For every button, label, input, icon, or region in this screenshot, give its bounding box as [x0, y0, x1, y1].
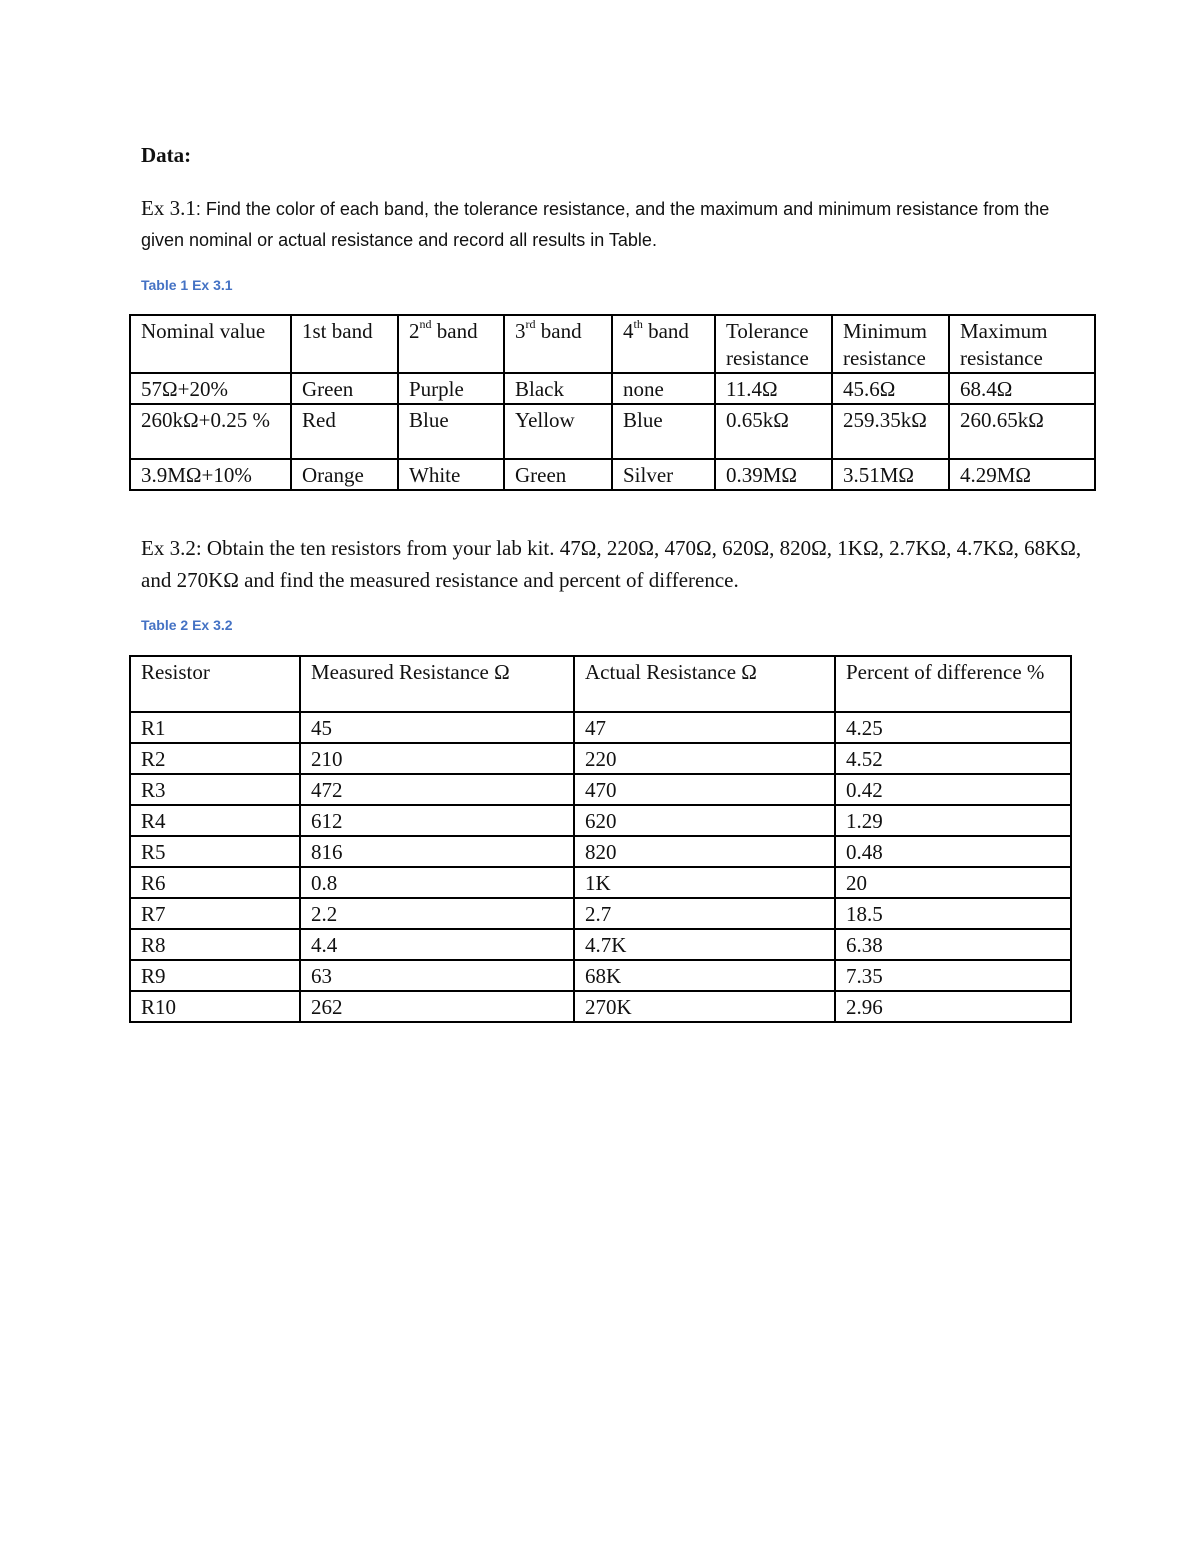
maximum-cell: 260.65kΩ — [949, 404, 1095, 459]
table-row — [130, 929, 1071, 960]
table-1-caption: Table 1 Ex 3.1 — [141, 277, 233, 293]
exercise-3-1-label: Ex 3.1 — [141, 196, 196, 220]
resistor-cell: R1 — [130, 712, 300, 743]
actual-resistance-cell: 270K — [574, 991, 835, 1022]
table-row — [130, 805, 1071, 836]
measured-resistance-cell: 472 — [300, 774, 574, 805]
actual-resistance-cell: 1K — [574, 867, 835, 898]
actual-resistance-cell: 68K — [574, 960, 835, 991]
table-row — [130, 743, 1071, 774]
nominal-value-cell: 260kΩ+0.25 % — [130, 404, 291, 459]
table-row — [130, 867, 1071, 898]
band-2-cell: Purple — [398, 373, 504, 404]
table-2-caption: Table 2 Ex 3.2 — [141, 617, 233, 633]
header-measured-resistance: Measured Resistance Ω — [300, 656, 574, 712]
band-1-cell: Orange — [291, 459, 398, 490]
percent-difference-cell: 4.25 — [835, 712, 1071, 743]
percent-difference-cell: 2.96 — [835, 991, 1071, 1022]
percent-difference-cell: 1.29 — [835, 805, 1071, 836]
measured-resistance-cell: 612 — [300, 805, 574, 836]
header-maximum-resistance: Maximum resistance — [949, 315, 1095, 373]
measured-resistance-table — [129, 655, 1072, 1023]
percent-difference-cell: 4.52 — [835, 743, 1071, 774]
resistor-cell: R9 — [130, 960, 300, 991]
actual-resistance-cell: 470 — [574, 774, 835, 805]
maximum-cell: 4.29MΩ — [949, 459, 1095, 490]
exercise-3-2-text: Ex 3.2: Obtain the ten resistors from your lab kit. 47Ω, 220Ω, 470Ω, 620Ω, 820Ω, 1KΩ, 2.7KΩ, 4.7KΩ, 68KΩ, and 270KΩ and find the measured resistance and percent of difference. — [141, 536, 1082, 592]
percent-difference-cell: 6.38 — [835, 929, 1071, 960]
measured-resistance-cell: 4.4 — [300, 929, 574, 960]
header-minimum-resistance: Minimum resistance — [832, 315, 949, 373]
measured-resistance-cell: 2.2 — [300, 898, 574, 929]
tolerance-cell: 0.39MΩ — [715, 459, 832, 490]
percent-difference-cell: 0.42 — [835, 774, 1071, 805]
table-header-row — [130, 656, 1071, 712]
actual-resistance-cell: 4.7K — [574, 929, 835, 960]
resistor-cell: R4 — [130, 805, 300, 836]
band-2-cell: White — [398, 459, 504, 490]
header-2nd-band — [398, 315, 504, 373]
percent-difference-cell: 20 — [835, 867, 1071, 898]
percent-difference-cell: 18.5 — [835, 898, 1071, 929]
actual-resistance-cell: 620 — [574, 805, 835, 836]
header-2nd-band-word: band — [431, 319, 478, 343]
exercise-3-1-instructions — [141, 193, 1091, 256]
resistor-cell: R5 — [130, 836, 300, 867]
resistor-color-band-table — [129, 314, 1096, 491]
header-4th-band — [612, 315, 715, 373]
measured-resistance-cell: 262 — [300, 991, 574, 1022]
measured-resistance-cell: 45 — [300, 712, 574, 743]
header-3rd-band-suffix: rd — [525, 317, 536, 331]
header-2nd-band-suffix: nd — [419, 317, 432, 331]
header-3rd-band-word: band — [535, 319, 582, 343]
actual-resistance-cell: 220 — [574, 743, 835, 774]
nominal-value-cell: 3.9MΩ+10% — [130, 459, 291, 490]
table-row — [130, 404, 1095, 459]
header-tolerance-resistance: Tolerance resistance — [715, 315, 832, 373]
header-4th-band-suffix: th — [633, 317, 643, 331]
table-row — [130, 836, 1071, 867]
resistor-cell: R3 — [130, 774, 300, 805]
table-row — [130, 898, 1071, 929]
band-3-cell: Black — [504, 373, 612, 404]
maximum-cell: 68.4Ω — [949, 373, 1095, 404]
actual-resistance-cell: 47 — [574, 712, 835, 743]
minimum-cell: 259.35kΩ — [832, 404, 949, 459]
resistor-cell: R10 — [130, 991, 300, 1022]
table-row — [130, 459, 1095, 490]
header-3rd-band-number: 3 — [515, 319, 526, 343]
exercise-3-2-instructions — [141, 533, 1091, 597]
table-row — [130, 373, 1095, 404]
band-1-cell: Green — [291, 373, 398, 404]
header-4th-band-word: band — [642, 319, 689, 343]
band-2-cell: Blue — [398, 404, 504, 459]
header-resistor: Resistor — [130, 656, 300, 712]
measured-resistance-rows — [130, 712, 1071, 1022]
resistor-cell: R8 — [130, 929, 300, 960]
table-row — [130, 712, 1071, 743]
resistor-cell: R7 — [130, 898, 300, 929]
tolerance-cell: 11.4Ω — [715, 373, 832, 404]
minimum-cell: 3.51MΩ — [832, 459, 949, 490]
header-percent-difference: Percent of difference % — [835, 656, 1071, 712]
percent-difference-cell: 7.35 — [835, 960, 1071, 991]
header-2nd-band-number: 2 — [409, 319, 420, 343]
actual-resistance-cell: 2.7 — [574, 898, 835, 929]
table-row — [130, 991, 1071, 1022]
header-3rd-band — [504, 315, 612, 373]
minimum-cell: 45.6Ω — [832, 373, 949, 404]
header-1st-band: 1st band — [291, 315, 398, 373]
table-row — [130, 960, 1071, 991]
measured-resistance-cell: 816 — [300, 836, 574, 867]
measured-resistance-cell: 0.8 — [300, 867, 574, 898]
band-3-cell: Yellow — [504, 404, 612, 459]
table-row — [130, 774, 1071, 805]
nominal-value-cell: 57Ω+20% — [130, 373, 291, 404]
band-4-cell: none — [612, 373, 715, 404]
table-header-row — [130, 315, 1095, 373]
band-4-cell: Blue — [612, 404, 715, 459]
resistor-cell: R6 — [130, 867, 300, 898]
section-heading: Data: — [141, 143, 192, 167]
band-1-cell: Red — [291, 404, 398, 459]
header-4th-band-number: 4 — [623, 319, 634, 343]
exercise-3-1-text: : Find the color of each band, the tolerance resistance, and the maximum and minimum resistance from the given nominal or actual resistance and record all results in Table. — [141, 199, 1050, 250]
band-4-cell: Silver — [612, 459, 715, 490]
percent-difference-cell: 0.48 — [835, 836, 1071, 867]
tolerance-cell: 0.65kΩ — [715, 404, 832, 459]
band-3-cell: Green — [504, 459, 612, 490]
header-nominal-value: Nominal value — [130, 315, 291, 373]
measured-resistance-cell: 210 — [300, 743, 574, 774]
resistor-cell: R2 — [130, 743, 300, 774]
header-actual-resistance: Actual Resistance Ω — [574, 656, 835, 712]
measured-resistance-cell: 63 — [300, 960, 574, 991]
actual-resistance-cell: 820 — [574, 836, 835, 867]
